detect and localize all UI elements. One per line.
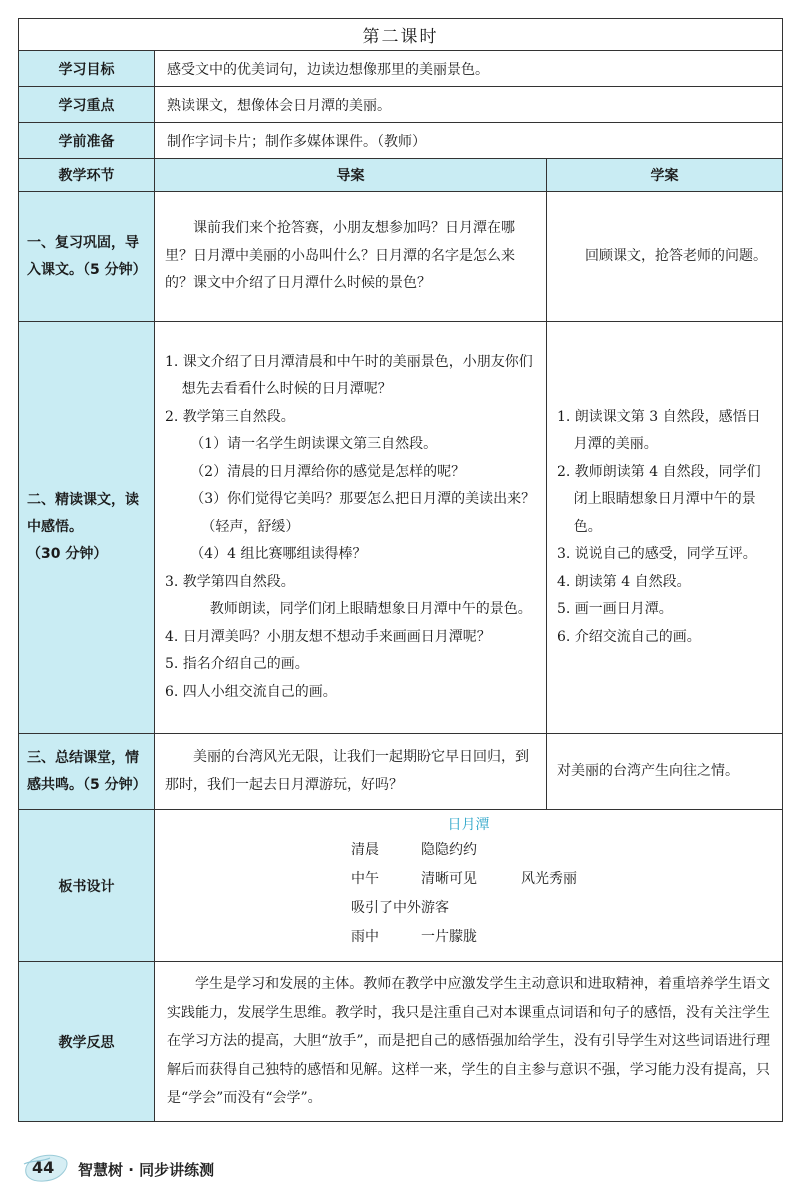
guide-item: 1. 课文介绍了日月潭清晨和中午时的美丽景色，小朋友你们想先去看看什么时候的日月潭呢？ <box>165 353 533 398</box>
study-item: 3. 说说自己的感受，同学互评。 <box>557 546 757 563</box>
section-3-study-text: 对美丽的台湾产生向往之情。 <box>557 762 739 779</box>
section-2-stage-line: 二、精读课文，读 <box>27 492 139 508</box>
lesson-plan-table <box>18 18 783 1122</box>
study-item: 6. 介绍交流自己的画。 <box>557 628 701 645</box>
guide-header: 导案 <box>155 159 547 192</box>
goal-text: 感受文中的优美词句，边读边想像那里的美丽景色。 <box>155 51 783 87</box>
lesson-title: 第二课时 <box>19 19 783 51</box>
guide-subitem: （3）你们觉得它美吗？那要怎么把日月潭的美读出来？（轻声，舒缓） <box>190 491 536 535</box>
board-label: 板书设计 <box>19 810 155 962</box>
focus-label: 学习重点 <box>19 87 155 123</box>
goal-label: 学习目标 <box>19 51 155 87</box>
board-text: 雨中 <box>351 929 379 945</box>
study-item: 4. 朗读第 4 自然段。 <box>557 573 691 590</box>
reflection-paragraph: 学生是学习和发展的主体。教师在教学中应激发学生主动意识和进取精神，着重培养学生语文实践能力，发展学生思维。教学时，我只是注重自己对本课重点词语和句子的感悟，没有关注学生在学习方法的提高，大胆“放手”，而是把自己的感悟强加给学生，没有引导学生对这些词语进行理解后而获得自己独特的感悟和见解。这样一来，学生的自主参与意识不强，学习能力没有提高，只是“学会”而没有“会学”。 <box>167 976 771 1107</box>
board-row <box>351 894 782 923</box>
section-3-guide-text: 美丽的台湾风光无限，让我们一起期盼它早日回归，到那时，我们一起去日月潭游玩，好吗？ <box>165 749 529 793</box>
board-title: 日月潭 <box>447 817 490 833</box>
board-text: 风光秀丽 <box>521 871 577 887</box>
guide-item: 5. 指名介绍自己的画。 <box>165 656 309 673</box>
guide-item: 2. 教学第三自然段。 <box>165 408 295 425</box>
reflection-label: 教学反思 <box>19 962 155 1122</box>
study-header: 学案 <box>547 159 783 192</box>
focus-text: 熟读课文，想像体会日月潭的美丽。 <box>155 87 783 123</box>
board-text: 吸引了中外游客 <box>351 900 449 916</box>
board-row <box>351 865 782 894</box>
section-2-stage-line: 中感悟。 <box>27 519 83 535</box>
page-number: 44 <box>32 1158 55 1177</box>
section-3-stage: 三、总结课堂，情感共鸣。（5 分钟） <box>19 734 155 810</box>
section-3-guide <box>155 734 547 810</box>
board-text: 清晰可见 <box>421 871 477 887</box>
board-row <box>351 923 782 952</box>
section-1-guide-text: 课前我们来个抢答赛，小朋友想参加吗？日月潭在哪里？日月潭中美丽的小岛叫什么？日月潭的名字是怎么来的？课文中介绍了日月潭什么时候的景色？ <box>165 220 515 292</box>
stage-header: 教学环节 <box>19 159 155 192</box>
section-1-guide <box>155 192 547 322</box>
board-text: 中午 <box>351 871 379 887</box>
board-text: 隐隐约约 <box>421 842 477 858</box>
study-item: 2. 教师朗读第 4 自然段，同学们闭上眼睛想象日月潭中午的景色。 <box>557 463 761 535</box>
guide-subitem: （1）请一名学生朗读课文第三自然段。 <box>190 436 438 453</box>
section-2-study <box>547 322 783 734</box>
study-item: 1. 朗读课文第 3 自然段，感悟日月潭的美丽。 <box>557 408 761 453</box>
guide-subitem: （2）清晨的日月潭给你的感觉是怎样的呢？ <box>190 463 466 480</box>
prep-label: 学前准备 <box>19 123 155 159</box>
guide-item: 6. 四人小组交流自己的画。 <box>165 683 337 700</box>
board-design <box>155 810 783 962</box>
guide-item: 3. 教学第四自然段。 <box>165 573 295 590</box>
board-row <box>351 836 782 865</box>
study-item: 5. 画一画日月潭。 <box>557 601 673 618</box>
section-1-stage: 一、复习巩固，导入课文。（5 分钟） <box>19 192 155 322</box>
page-footer <box>18 1150 278 1186</box>
section-3-study <box>547 734 783 810</box>
guide-item: 4. 日月潭美吗？小朋友想不想动手来画画日月潭呢？ <box>165 628 491 645</box>
section-1-study <box>547 192 783 322</box>
section-2-guide <box>155 322 547 734</box>
reflection-text <box>155 962 783 1122</box>
board-text: 一片朦胧 <box>421 929 477 945</box>
book-brand: 智慧树 · 同步讲练测 <box>78 1161 215 1179</box>
guide-subitem: （4）4 组比赛哪组读得棒？ <box>190 546 367 563</box>
section-1-study-text: 回顾课文，抢答老师的问题。 <box>585 247 767 264</box>
prep-text: 制作字词卡片；制作多媒体课件。（教师） <box>155 123 783 159</box>
section-2-stage-line: （30 分钟） <box>27 546 108 562</box>
guide-subitem: 教师朗读，同学们闭上眼睛想象日月潭中午的景色。 <box>209 601 532 618</box>
section-2-stage <box>19 322 155 734</box>
board-text: 清晨 <box>351 842 379 858</box>
